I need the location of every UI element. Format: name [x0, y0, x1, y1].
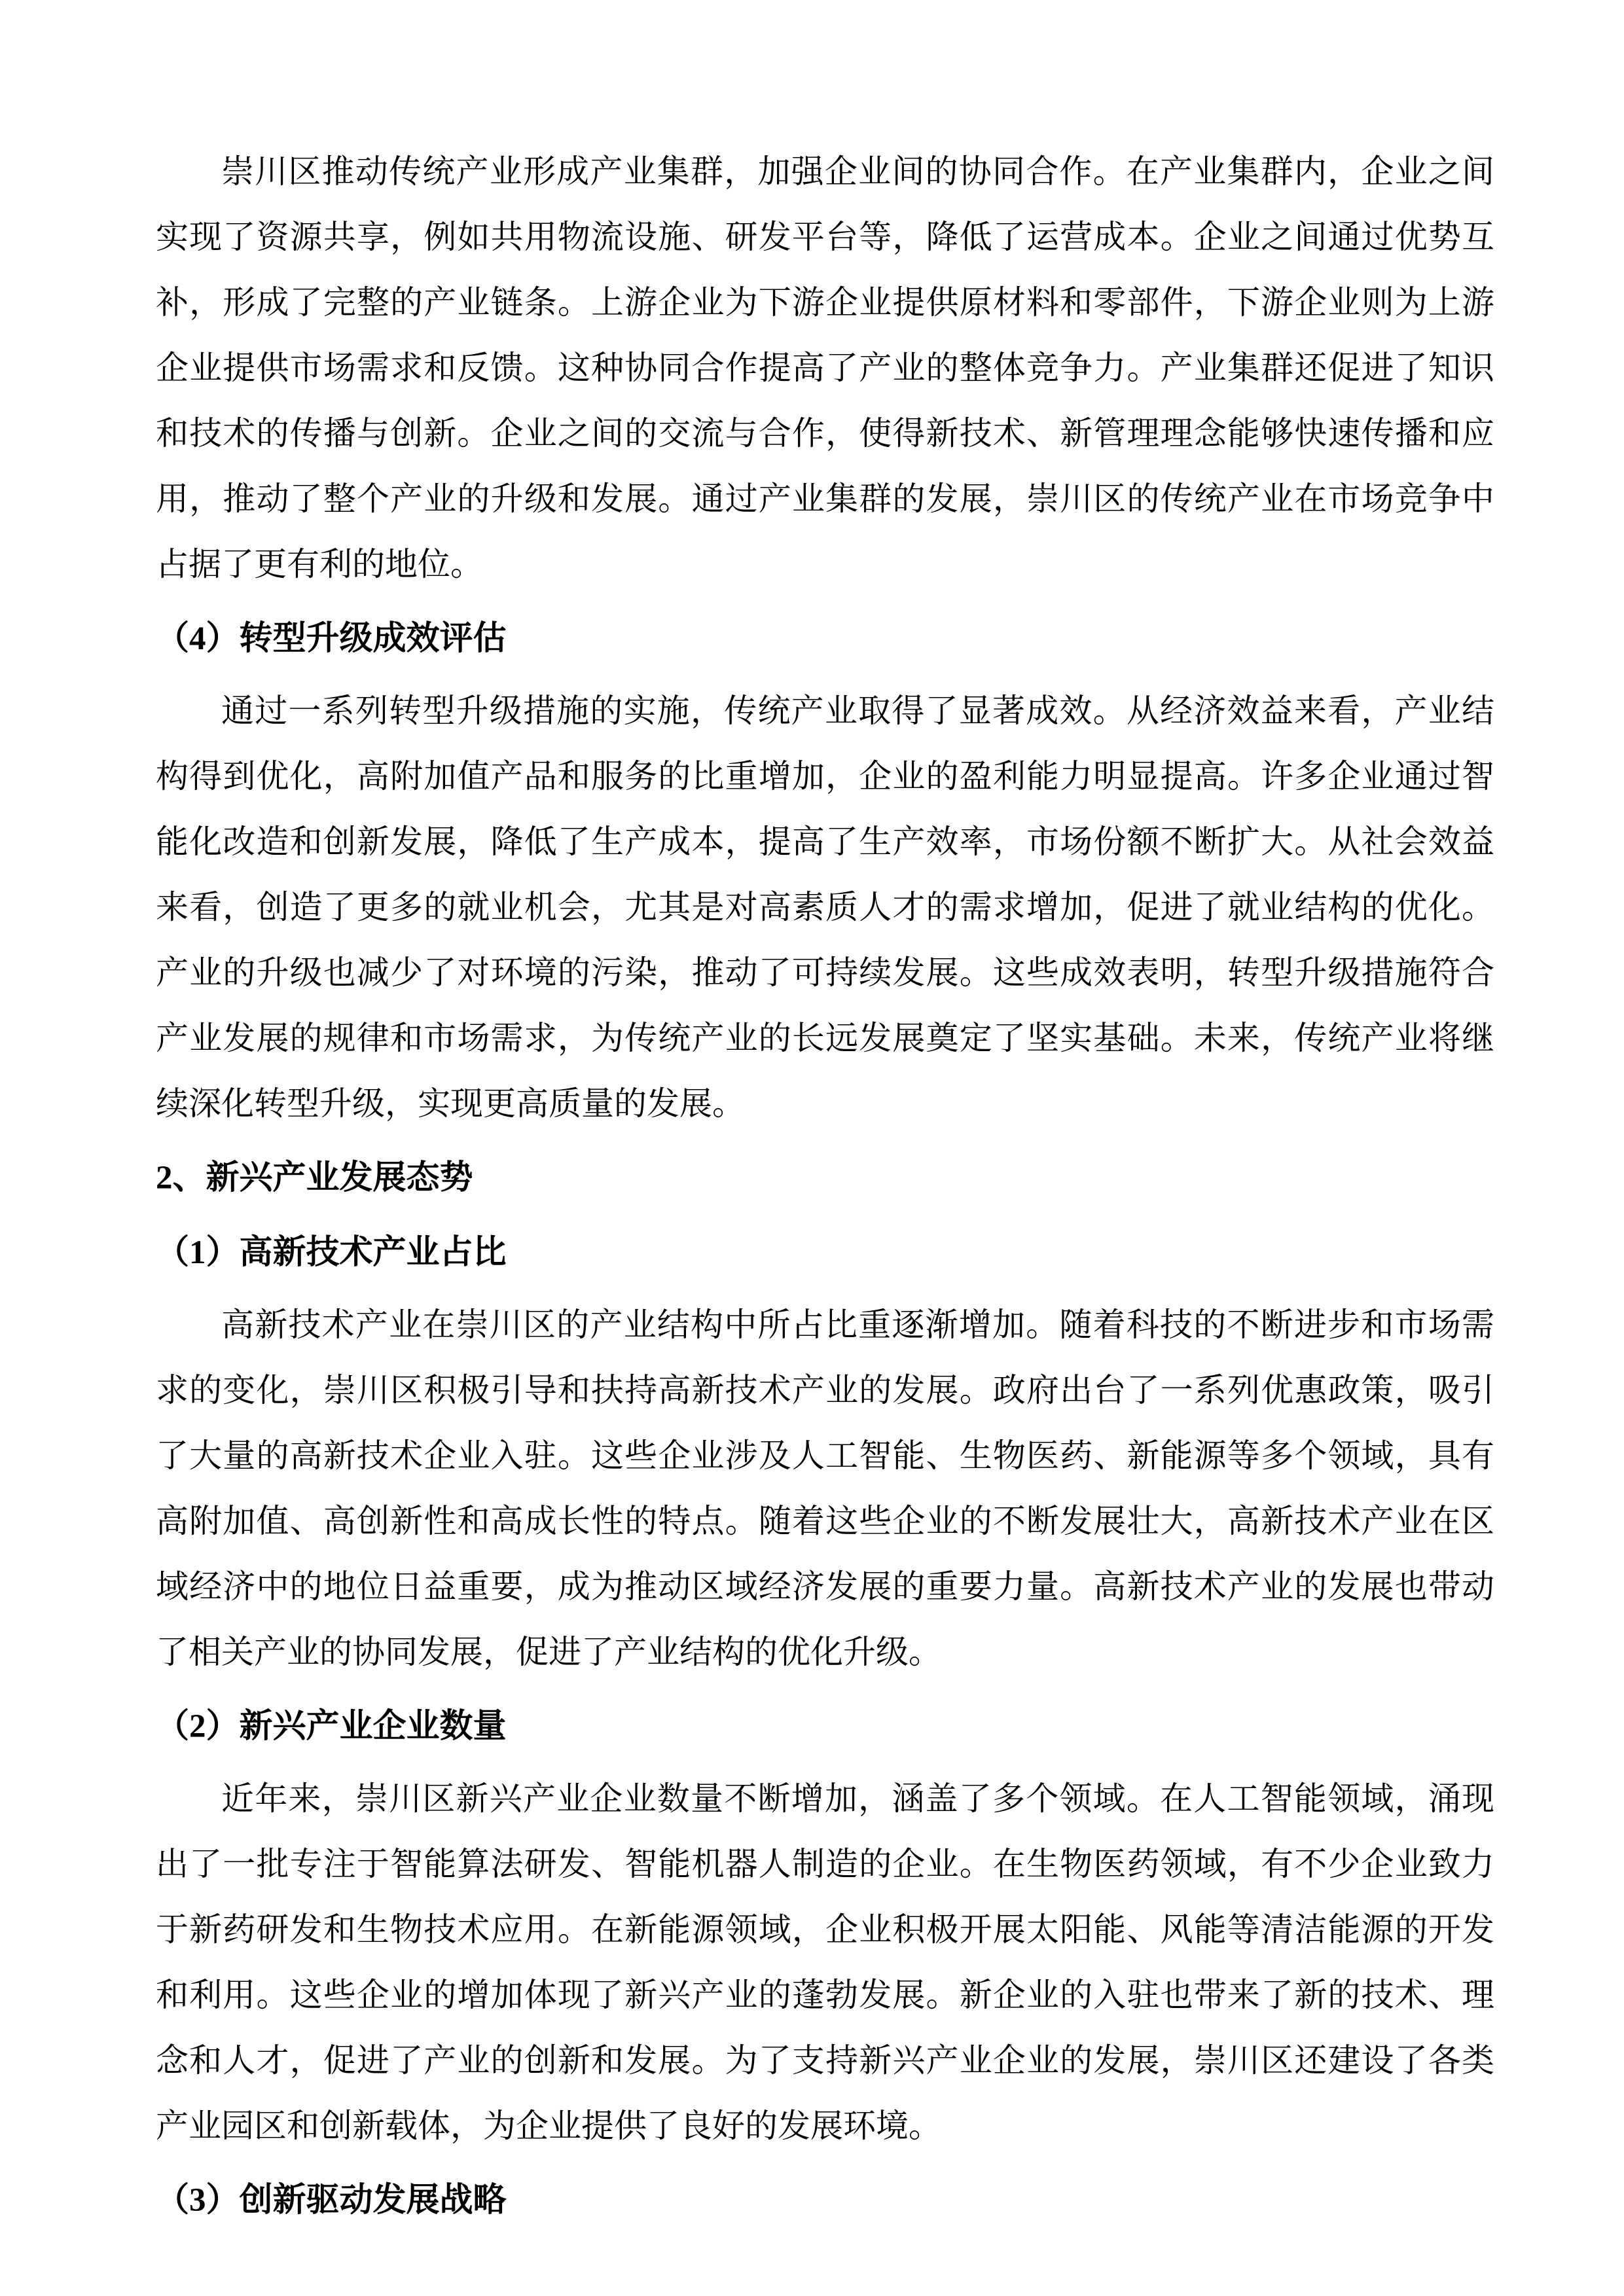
- section-heading: （1）高新技术产业占比: [156, 1234, 507, 1271]
- section-heading: 2、新兴产业发展态势: [156, 1160, 473, 1196]
- section-heading: （4）转型升级成效评估: [156, 620, 507, 657]
- paragraph: 崇川区推动传统产业形成产业集群，加强企业间的协同合作。在产业集群内，企业之间实现了资源共享，例如共用物流设施、研发平台等，降低了运营成本。企业之间通过优势互补，形成了完整的产业链条。上游企业为下游企业提供原材料和零部件，下游企业则为上游企业提供市场需求和反馈。这种协同合作提高了产业的整体竞争力。产业集群还促进了知识和技术的传播与创新。企业之间的交流与合作，使得新技术、新管理理念能够快速传播和应用，推动了整个产业的升级和发展。通过产业集群的发展，崇川区的传统产业在市场竞争中占据了更有利的地位。: [156, 153, 1494, 583]
- paragraph: 近年来，崇川区新兴产业企业数量不断增加，涵盖了多个领域。在人工智能领域，涌现出了一批专注于智能算法研发、智能机器人制造的企业。在生物医药领域，有不少企业致力于新药研发和生物技术应用。在新能源领域，企业积极开展太阳能、风能等清洁能源的开发和利用。这些企业的增加体现了新兴产业的蓬勃发展。新企业的入驻也带来了新的技术、理念和人才，促进了产业的创新和发展。为了支持新兴产业企业的发展，崇川区还建设了各类产业园区和创新载体，为企业提供了良好的发展环境。: [156, 1780, 1494, 2144]
- section-heading: （2）新兴产业企业数量: [156, 1708, 507, 1745]
- section-heading: （3）创新驱动发展战略: [156, 2182, 507, 2219]
- paragraph: 通过一系列转型升级措施的实施，传统产业取得了显著成效。从经济效益来看，产业结构得到优化，高附加值产品和服务的比重增加，企业的盈利能力明显提高。许多企业通过智能化改造和创新发展，降低了生产成本，提高了生产效率，市场份额不断扩大。从社会效益来看，创造了更多的就业机会，尤其是对高素质人才的需求增加，促进了就业结构的优化。产业的升级也减少了对环境的污染，推动了可持续发展。这些成效表明，转型升级措施符合产业发展的规律和市场需求，为传统产业的长远发展奠定了坚实基础。未来，传统产业将继续深化转型升级，实现更高质量的发展。: [156, 692, 1494, 1122]
- paragraph: 高新技术产业在崇川区的产业结构中所占比重逐渐增加。随着科技的不断进步和市场需求的变化，崇川区积极引导和扶持高新技术产业的发展。政府出台了一系列优惠政策，吸引了大量的高新技术企业入驻。这些企业涉及人工智能、生物医药、新能源等多个领域，具有高附加值、高创新性和高成长性的特点。随着这些企业的不断发展壮大，高新技术产业在区域经济中的地位日益重要，成为推动区域经济发展的重要力量。高新技术产业的发展也带动了相关产业的协同发展，促进了产业结构的优化升级。: [156, 1306, 1494, 1670]
